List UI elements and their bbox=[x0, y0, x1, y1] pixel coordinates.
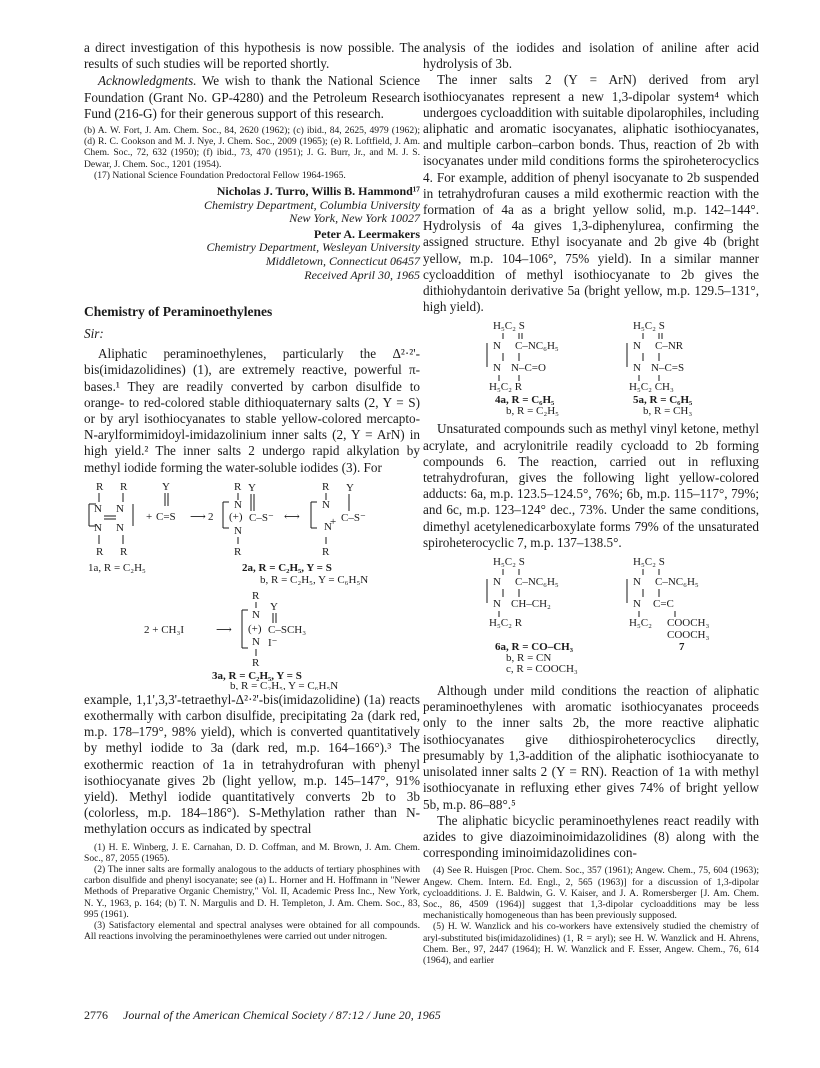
svg-text:R: R bbox=[252, 589, 260, 602]
svg-text:N: N bbox=[324, 520, 332, 533]
svg-text:Y: Y bbox=[346, 481, 354, 494]
svg-text:R: R bbox=[120, 480, 128, 493]
structure-6 bbox=[487, 556, 559, 629]
scheme-3 bbox=[423, 553, 759, 681]
left-paragraph-2: Aliphatic peraminoethylenes, particularly the Δ²·²'-bis(imidazolidines) (1), are extremely reactive, powerful π-bases.¹ They are readily converted by carbon disulfide to orange- to red-colored stable dithioquaternary salts (2, Y = S) or by aryl isothiocyanates to stable yellow-colored mercapto-N-arylformimidoyl-imidazolinium inner salts (2, Y = ArN) in high yield.² The inner salts 2 undergo rapid alkylation by methyl iodide forming the water-soluble iodides (3). For bbox=[84, 346, 420, 475]
ack-body: We wish to thank the National Science Foundation (Grant No. GP-4280) and the Petroleum Research Fund (216-G) for their generous support of this research. bbox=[84, 73, 420, 121]
svg-text:C–NR: C–NR bbox=[655, 340, 684, 353]
right-paragraph-5: The aliphatic bicyclic peraminoethylenes react readily with azides to give diazoiminoimidazolidines (8) along with the corresponding iminoimidazolidines con- bbox=[423, 812, 759, 861]
received-date: Received April 30, 1965 bbox=[304, 267, 420, 282]
structure-2-right bbox=[311, 481, 366, 558]
svg-text:N: N bbox=[493, 340, 501, 353]
svg-text:N: N bbox=[94, 502, 102, 515]
footnote-1: (1) H. E. Winberg, J. E. Carnahan, D. D. Coffman, and M. Brown, J. Am. Chem. Soc., 87, 2055 (1965). bbox=[84, 841, 420, 864]
svg-text:COOCH₃: COOCH₃ bbox=[667, 629, 710, 642]
label-6a: 6a, R = CO–CH₃ bbox=[495, 641, 574, 654]
svg-text:C–NC₆H₅: C–NC₆H₅ bbox=[515, 340, 559, 353]
svg-text:N: N bbox=[234, 524, 242, 537]
svg-text:N: N bbox=[633, 362, 641, 375]
right-column bbox=[423, 40, 759, 966]
svg-text:R: R bbox=[96, 545, 104, 558]
svg-text:Y: Y bbox=[162, 480, 170, 493]
svg-text:H₅C₂ S: H₅C₂ S bbox=[493, 320, 525, 333]
footnote-17: (17) National Science Foundation Predoctoral Fellow 1964-1965. bbox=[94, 169, 346, 181]
article-title: Chemistry of Peraminoethylenes bbox=[84, 304, 273, 320]
page-number: 2776 bbox=[84, 1008, 108, 1022]
structure-5 bbox=[627, 320, 684, 393]
acknowledgments bbox=[84, 73, 420, 122]
svg-text:R: R bbox=[322, 545, 330, 558]
svg-text:C–NC₆H₅: C–NC₆H₅ bbox=[515, 576, 559, 589]
salutation: Sir: bbox=[84, 326, 104, 342]
reagent-cs bbox=[156, 481, 176, 523]
left-paragraph-1: a direct investigation of this hypothesis is now possible. The results of such studies will be reported shortly. bbox=[84, 40, 420, 72]
right-paragraph-3: Unsaturated compounds such as methyl vinyl ketone, methyl acrylate, and acrylonitrile readily cycloadd to 2b forming compounds 6. The reaction, carried out in refluxing tetrahydrofuran, gives the following light yellow-colored adducts: 6a, m.p. 123.5–124.5°, 76%; 6b, m.p. 115–117°, 79%; and 6c, m.p. 123–124° dec., 73%. Under the same conditions, dimethyl acetylenedicarboxylate forms 79% of the unsaturated spiroheterocyclic 7, m.p. 137–138.5°. bbox=[423, 421, 759, 550]
label-7: 7 bbox=[679, 641, 685, 654]
svg-text:Y: Y bbox=[270, 600, 278, 613]
svg-text:H₅C₂ S: H₅C₂ S bbox=[493, 556, 525, 569]
svg-text:N: N bbox=[252, 635, 260, 648]
svg-text:C=C: C=C bbox=[653, 598, 674, 611]
svg-text:+: + bbox=[330, 515, 337, 528]
label-5a: 5a, R = C₆H₅ bbox=[633, 394, 693, 407]
journal-citation: Journal of the American Chemical Society / 87:12 / June 20, 1965 bbox=[123, 1008, 441, 1022]
svg-text:N: N bbox=[633, 340, 641, 353]
footnote-3: (3) Satisfactory elemental and spectral analyses were obtained for all compounds. All reactions involving the peraminoethylenes were carried out under nitrogen. bbox=[84, 920, 420, 943]
footnote-top: (b) A. W. Fort, J. Am. Chem. Soc., 84, 2620 (1962); (c) ibid., 84, 2625, 4979 (1962); (d) R. C. Cookson and M. J. Nye, J. Chem. Soc., 2009 (1965); (e) R. Loftfield, J. Am. Chem. Soc., 72, 632 (1950); (f) ibid., 73, 470 (1951); J. G. Burr, Jr., and M. J. S. Dewar, J. Chem. Soc., 1201 (1954). bbox=[84, 125, 420, 170]
svg-text:H₅C₂ R: H₅C₂ R bbox=[489, 617, 523, 630]
svg-text:R: R bbox=[234, 480, 242, 493]
left-column bbox=[84, 40, 420, 942]
svg-text:R: R bbox=[120, 545, 128, 558]
svg-text:N: N bbox=[116, 502, 124, 515]
footnote-5: (5) H. W. Wanzlick and his co-workers have extensively studied the chemistry of aryl-substituted bis(imidazolidines) (1, R = aryl); see H. W. Wanzlick and H. Ahrens, Chem. Ber., 97, 2447 (1964); H. W. Wanzlick and F. Esser, Angew. Chem., 76, 614 (1964), and earlier bbox=[423, 921, 759, 966]
svg-text:N–C=S: N–C=S bbox=[651, 362, 685, 375]
label-4b: b, R = C₂H₅ bbox=[506, 405, 559, 418]
svg-text:H₅C₂ R: H₅C₂ R bbox=[489, 381, 523, 394]
svg-text:N: N bbox=[322, 498, 330, 511]
svg-text:C–NC₆H₅: C–NC₆H₅ bbox=[655, 576, 699, 589]
svg-text:C–S⁻: C–S⁻ bbox=[249, 511, 274, 524]
ack-title: Acknowledgments. bbox=[98, 73, 197, 89]
signature-2-name: Peter A. Leermakers bbox=[313, 226, 420, 241]
signature-1-address: New York, New York 10027 bbox=[289, 211, 420, 226]
svg-text:R: R bbox=[252, 656, 260, 669]
structure-4 bbox=[487, 320, 559, 393]
plus-sign: + bbox=[146, 510, 153, 523]
signature-2-affiliation: Chemistry Department, Wesleyan University bbox=[206, 240, 420, 255]
svg-text:I⁻: I⁻ bbox=[268, 636, 278, 649]
svg-text:R: R bbox=[234, 545, 242, 558]
footnote-4: (4) See R. Huisgen [Proc. Chem. Soc., 357 (1961); Angew. Chem., 75, 604 (1963); Angew. Chem. Intern. Ed. Engl., 2, 565 (1963)] for a discussion of 1,3-dipolar cycloadditions. J. E. Baldwin, G. V. Kaiser, and J. A. Romersberger [J. Am. Chem. Soc., 86, 4509 (1964)] suggest that 1,3-dipolar cycloadditions may be less mechanistically homogeneous than has been previously supposed. bbox=[423, 865, 759, 922]
svg-text:R: R bbox=[322, 480, 330, 493]
label-1a: 1a, R = C₂H₅ bbox=[88, 561, 146, 574]
signature-1-name: Nicholas J. Turro, Willis B. Hammond¹⁷ bbox=[216, 184, 420, 199]
svg-text:C–S⁻: C–S⁻ bbox=[341, 511, 366, 524]
right-paragraph-2: The inner salts 2 (Y = ArN) derived from aryl isothiocyanates represent a new 1,3-dipolar system⁴ which undergoes cycloaddition with suitable dipolarophiles, including aliphatic and aromatic isocyanates, aliphatic isothiocyanates, and multiple carbon–carbon bonds. Thus, reaction of 2b with isocyanates under mild conditions forms the spiroheterocyclics 4. For example, addition of phenyl isocyanate to 2b suspended in tetrahydrofuran causes a mild exothermic reaction with the formation of 4a as a bright yellow solid, m.p. 142–144°. Hydrolysis of 4a gives 1,3-diphenylurea, confirming the assigned structure. Ethyl isocyanate and 2b give 4b (bright yellow, m.p. 104–106°, 75% yield). In a similar manner cycloaddition of methyl isothiocyanate to 2b gives the dithiohydantoin derivative 5a (bright yellow, m.p. 129.5–131°, high yield). bbox=[423, 72, 759, 315]
page-footer bbox=[84, 1008, 441, 1023]
left-paragraph-3: example, 1,1',3,3'-tetraethyl-Δ²·²'-bis(imidazolidine) (1a) reacts exothermally with carbon disulfide, precipitating 2a (dark red, m.p. 178–179°, 98% yield), which is converted quantitatively by methyl iodide to 3a (dark red, m.p. 164–166°).³ The exothermic reaction of 1a in tetrahydrofuran with phenyl isothiocyanate gives 2b (light yellow, m.p. 145–147°, 91% yield). Methyl iodide quantitatively converts 2b to 3b (colorless, m.p. 184–186°). S-Methylation rather than N-methylation occurs as indicated by spectral bbox=[84, 691, 420, 837]
svg-text:(+): (+) bbox=[248, 622, 262, 635]
svg-text:C–SCH₃: C–SCH₃ bbox=[268, 623, 307, 636]
coefficient-2: 2 bbox=[208, 510, 214, 523]
svg-text:N: N bbox=[116, 521, 124, 534]
reaction-2-reagents: 2 + CH₃I bbox=[144, 623, 184, 636]
resonance-arrow: ⟷ bbox=[284, 510, 300, 523]
arrow-2: ⟶ bbox=[216, 623, 232, 636]
scheme-2 bbox=[423, 317, 759, 419]
svg-text:N: N bbox=[234, 498, 242, 511]
label-6c: c, R = COOCH₃ bbox=[506, 663, 578, 676]
svg-text:N–C=O: N–C=O bbox=[511, 362, 546, 375]
signature-1-affiliation: Chemistry Department, Columbia University bbox=[204, 197, 420, 212]
arrow-1: ⟶ bbox=[190, 510, 206, 523]
label-4a: 4a, R = C₆H₅ bbox=[495, 394, 555, 407]
svg-text:H₅C₂ CH₃: H₅C₂ CH₃ bbox=[629, 381, 674, 394]
svg-text:N: N bbox=[252, 608, 260, 621]
structure-7 bbox=[627, 556, 710, 641]
label-3b: b, R = C₂H₅, Y = C₆H₅N bbox=[230, 679, 339, 690]
signature-2-address: Middletown, Connecticut 06457 bbox=[265, 254, 420, 268]
svg-text:N: N bbox=[493, 576, 501, 589]
svg-text:CH–CH₂: CH–CH₂ bbox=[511, 598, 551, 611]
svg-text:COOCH₃: COOCH₃ bbox=[667, 617, 710, 630]
svg-text:N: N bbox=[633, 598, 641, 611]
structure-3 bbox=[242, 590, 306, 669]
label-6b: b, R = CN bbox=[506, 652, 552, 665]
label-5b: b, R = CH₃ bbox=[643, 405, 693, 418]
footnote-2: (2) The inner salts are formally analogous to the adducts of tertiary phosphines with carbon disulfide and phenyl isocyanate; see (a) L. Horner and H. Hoffmann in "Newer Methods of Preparative Organic Chemistry," Vol. II, Academic Press Inc., New York, N. Y., 1963, p. 164; (b) T. N. Margulis and D. H. Templeton, J. Am. Chem. Soc., 83, 995 (1961). bbox=[84, 864, 420, 920]
structure-2-left bbox=[223, 481, 274, 558]
structure-1 bbox=[89, 481, 133, 558]
svg-text:N: N bbox=[94, 521, 102, 534]
svg-text:H₅C₂ S: H₅C₂ S bbox=[633, 320, 665, 333]
svg-text:N: N bbox=[493, 362, 501, 375]
svg-text:R: R bbox=[96, 480, 104, 493]
svg-text:H₅C₂: H₅C₂ bbox=[629, 617, 652, 630]
svg-text:H₅C₂ S: H₅C₂ S bbox=[633, 556, 665, 569]
svg-text:N: N bbox=[633, 576, 641, 589]
scheme-1 bbox=[84, 478, 420, 690]
label-2a: 2a, R = C₂H₅, Y = S bbox=[242, 561, 332, 574]
label-3a: 3a, R = C₂H₅, Y = S bbox=[212, 669, 302, 682]
reagent-cs-label: C=S bbox=[156, 510, 176, 523]
svg-text:Y: Y bbox=[248, 481, 256, 494]
right-paragraph-4: Although under mild conditions the reaction of aliphatic peraminoethylenes with aromatic isothiocyanates proceeds only to the inner salts 2b, the more reactive aliphatic isothiocyanates give dithiospiroheterocyclics directly, presumably by 1,3-addition of the aliphatic isothiocyanate to unisolated inner salts 2 (Y = RN). Reaction of 1a with methyl isothiocyanate in refluxing ether gives 74% of bright yellow 5b, m.p. 86–88°.⁵ bbox=[423, 683, 759, 812]
svg-text:N: N bbox=[493, 598, 501, 611]
svg-text:(+): (+) bbox=[229, 510, 243, 523]
right-paragraph-1: analysis of the iodides and isolation of aniline after acid hydrolysis of 3b. bbox=[423, 40, 759, 72]
label-2b: b, R = C₂H₅, Y = C₆H₅N bbox=[260, 573, 369, 586]
